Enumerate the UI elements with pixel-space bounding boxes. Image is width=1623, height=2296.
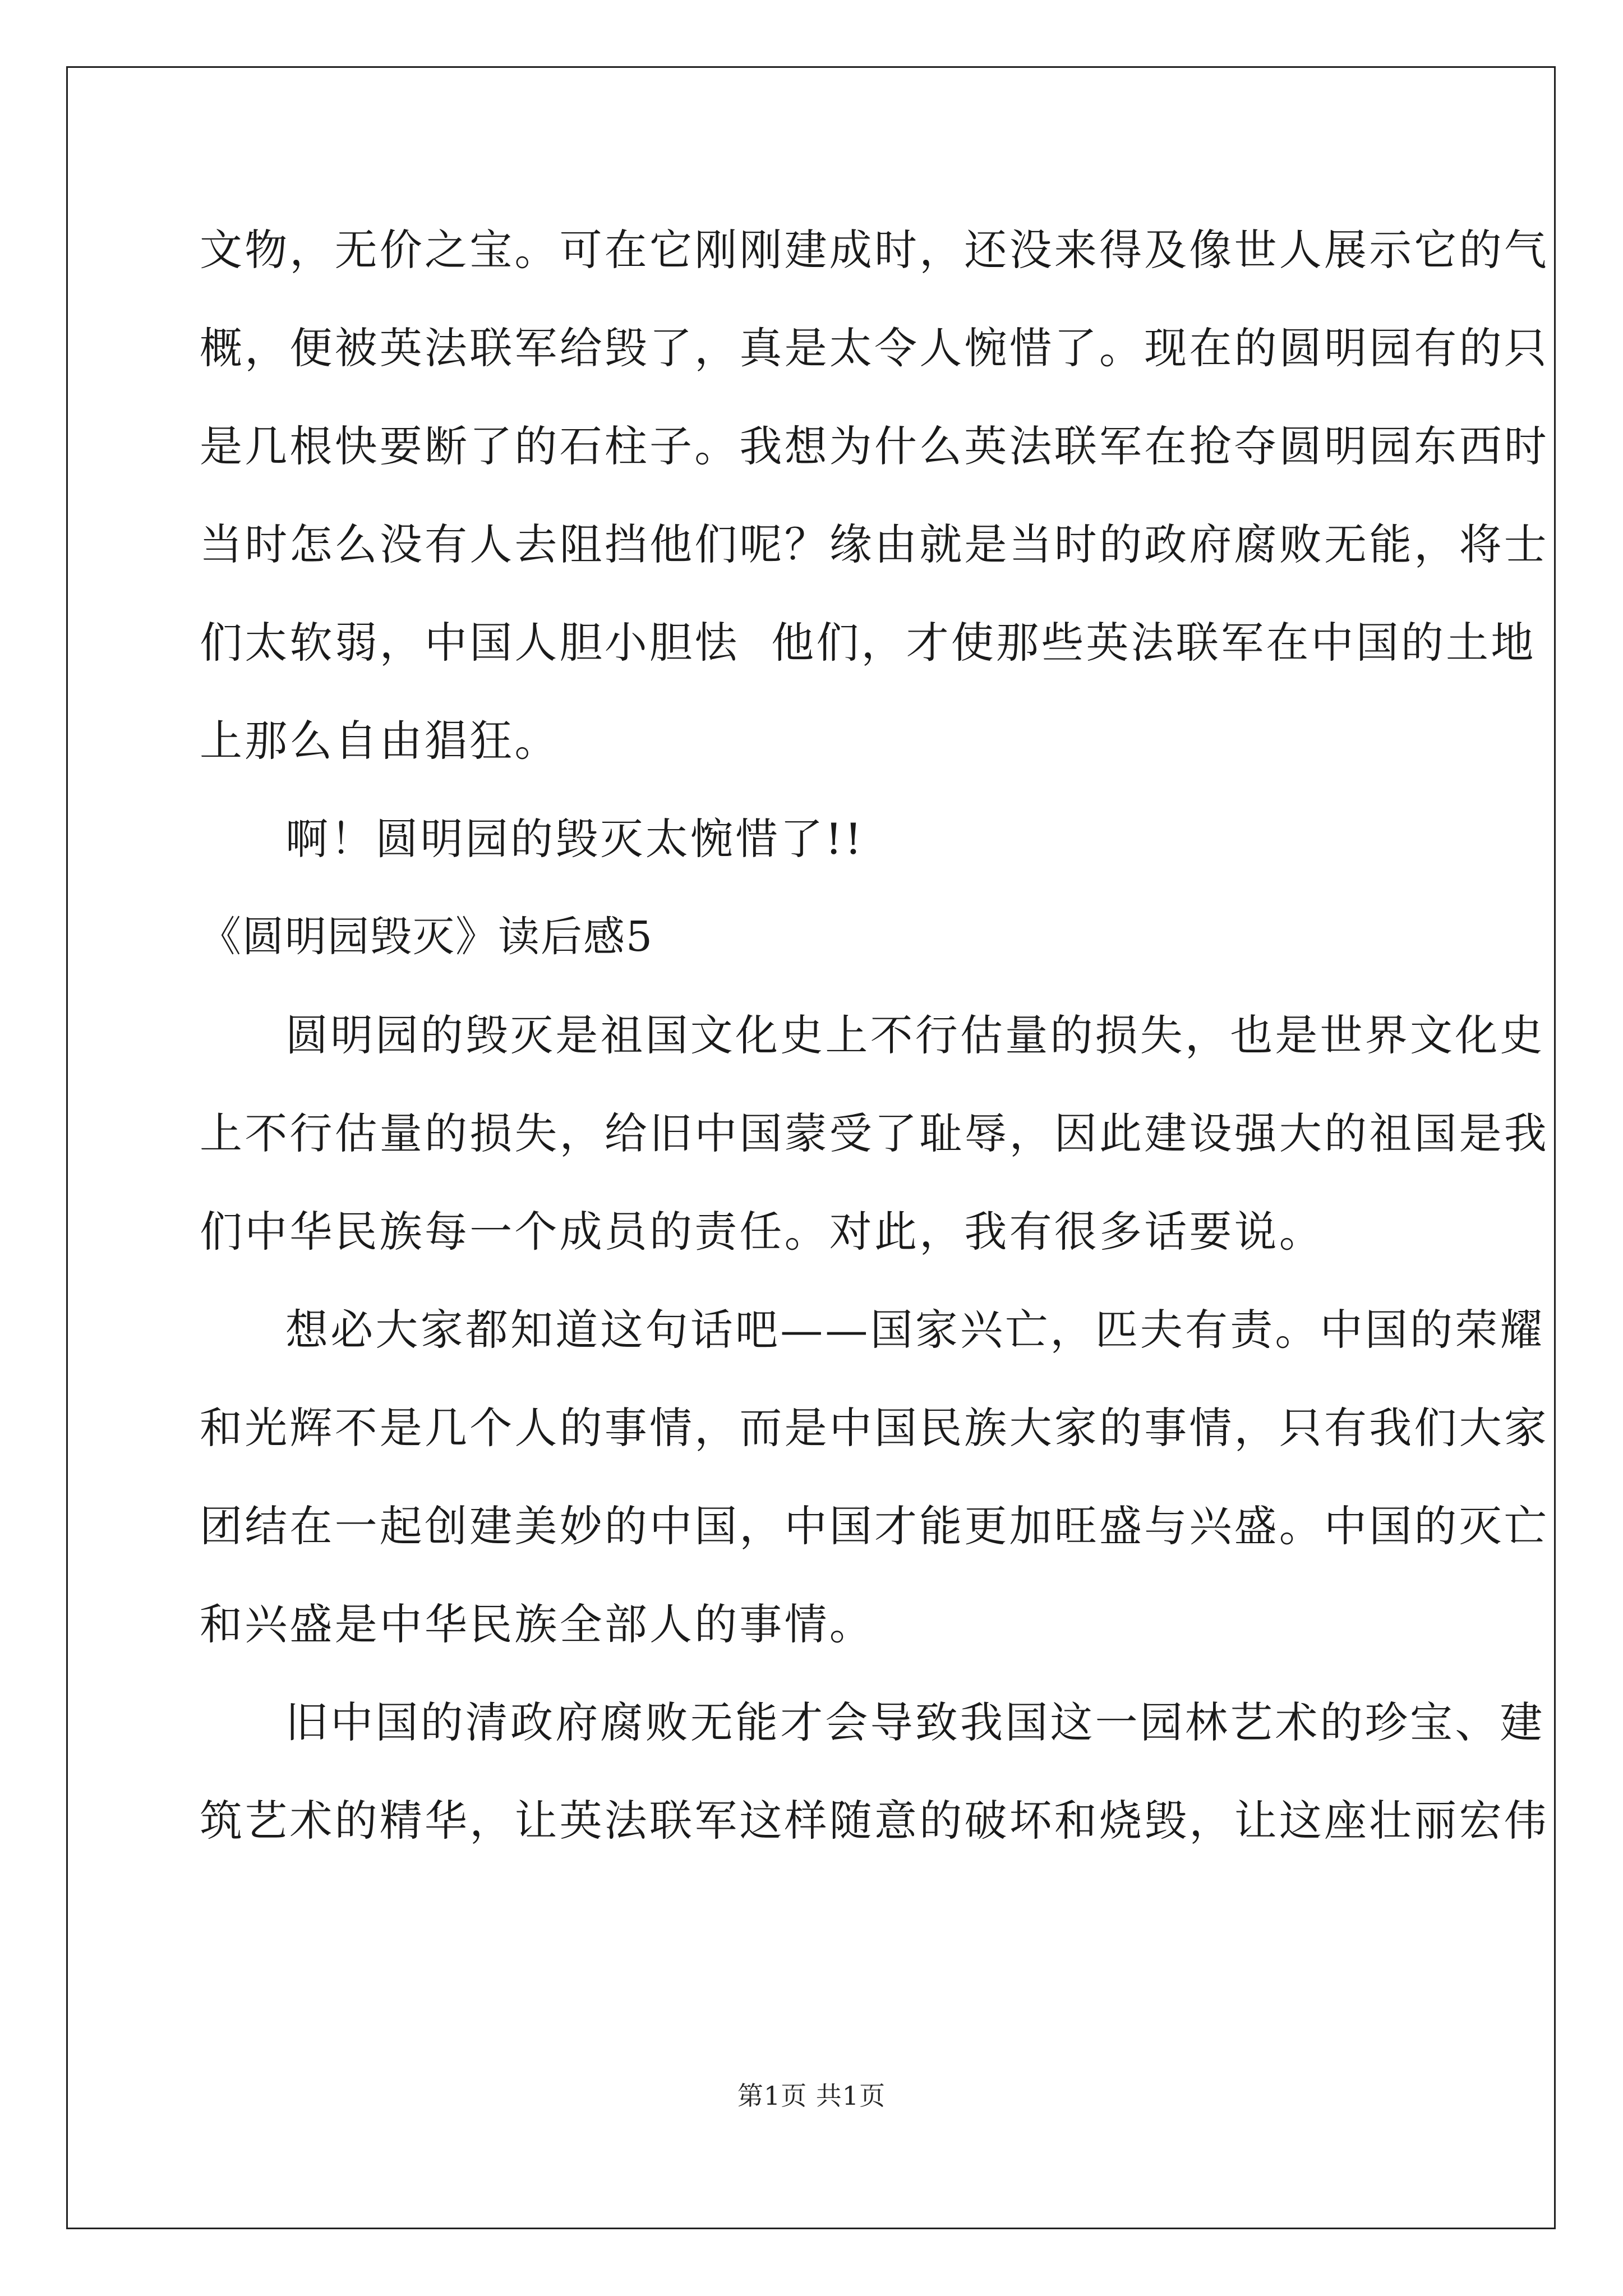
paragraph-line: 旧中国的清政府腐败无能才会导致我国这一园林艺术的珍宝、建 — [285, 1697, 1545, 1747]
text-line: 和光辉不是几个人的事情，而是中国民族大家的事情，只有我们大家 — [200, 1403, 1549, 1453]
section-heading: 《圆明园毁灭》读后感5 — [200, 913, 654, 961]
text-line: 是几根快要断了的石柱子。我想为什么英法联军在抢夺圆明园东西时 — [200, 421, 1549, 471]
text-line: 们太软弱，中国人胆小胆怯 他们，才使那些英法联军在中国的土地 — [200, 618, 1536, 668]
document-body — [200, 201, 1549, 1870]
text-line: 概，便被英法联军给毁了，真是太令人惋惜了。现在的圆明园有的只 — [200, 323, 1549, 373]
paragraph-line: 啊！圆明园的毁灭太惋惜了!! — [285, 814, 864, 864]
paragraph-line: 圆明园的毁灭是祖国文化史上不行估量的损失，也是世界文化史 — [285, 1010, 1545, 1060]
text-line: 筑艺术的精华，让英法联军这样随意的破坏和烧毁，让这座壮丽宏伟 — [200, 1796, 1549, 1846]
text-line: 上那么自由猖狂。 — [200, 716, 560, 766]
page-footer: 第1页 共1页 — [737, 2081, 886, 2111]
paragraph-line: 想必大家都知道这句话吧——国家兴亡，匹夫有责。中国的荣耀 — [285, 1305, 1545, 1355]
text-line: 当时怎么没有人去阻挡他们呢？缘由就是当时的政府腐败无能，将士 — [200, 519, 1549, 569]
text-line: 文物，无价之宝。可在它刚刚建成时，还没来得及像世人展示它的气 — [200, 225, 1549, 275]
text-line: 团结在一起创建美妙的中国，中国才能更加旺盛与兴盛。中国的灭亡 — [200, 1501, 1549, 1551]
text-line: 们中华民族每一个成员的责任。对此，我有很多话要说。 — [200, 1207, 1324, 1257]
text-line: 和兴盛是中华民族全部人的事情。 — [200, 1599, 874, 1649]
text-line: 上不行估量的损失，给旧中国蒙受了耻辱，因此建设强大的祖国是我 — [200, 1108, 1549, 1158]
